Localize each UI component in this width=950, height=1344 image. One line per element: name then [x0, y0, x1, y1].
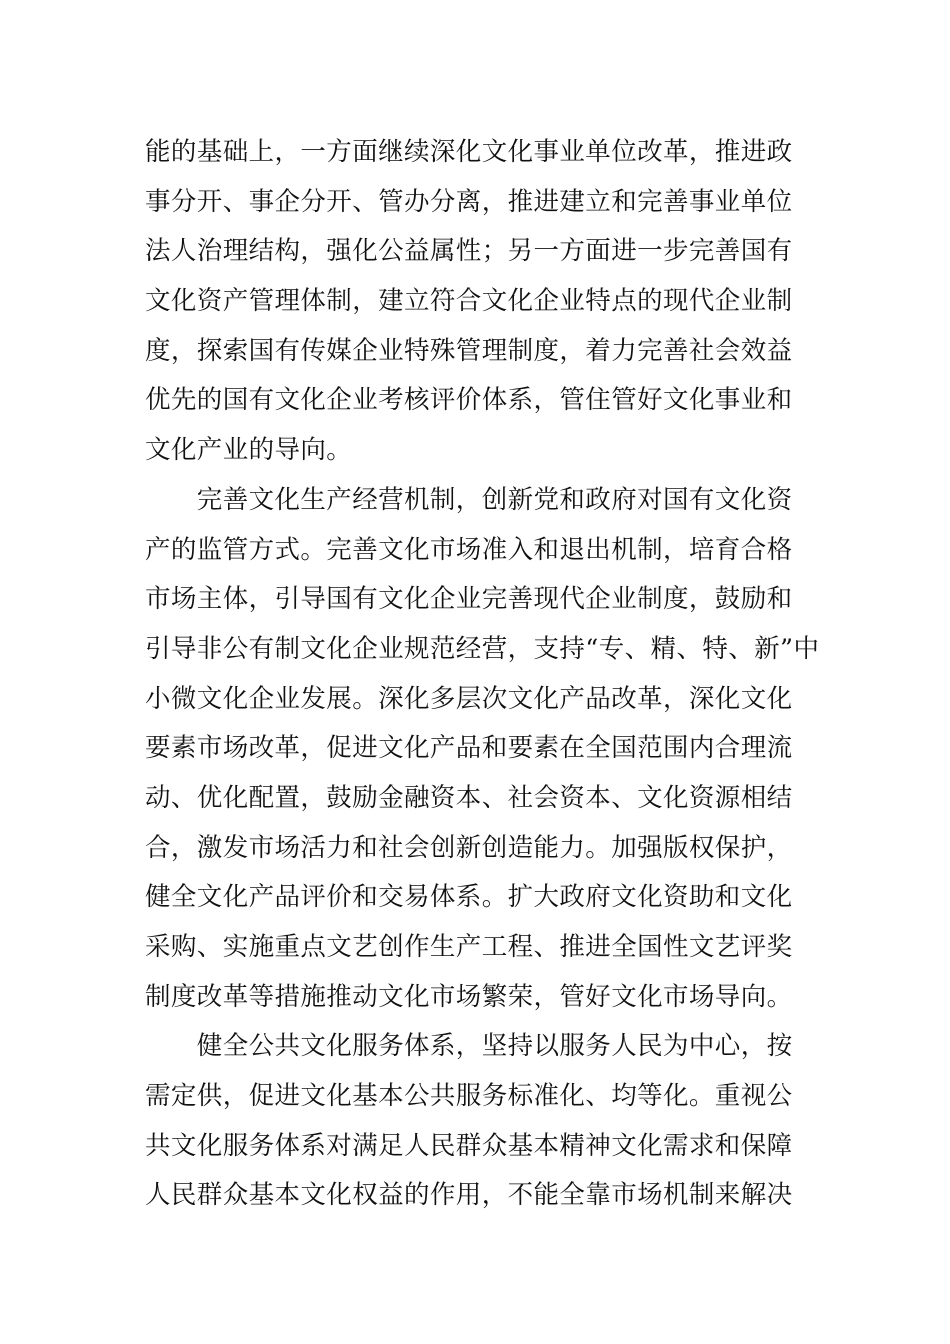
text-line: 人民群众基本文化权益的作用，不能全靠市场机制来解决: [145, 1180, 793, 1211]
text-line: 小微文化企业发展。深化多层次文化产品改革，深化文化: [145, 683, 793, 714]
text-line: 文化资产管理体制，建立符合文化企业特点的现代企业制: [145, 286, 793, 317]
text-line: 产的监管方式。完善文化市场准入和退出机制，培育合格: [145, 534, 793, 565]
text-line: 合，激发市场活力和社会创新创造能力。加强版权保护，: [145, 832, 793, 863]
text-line: 共文化服务体系对满足人民群众基本精神文化需求和保障: [145, 1130, 793, 1161]
text-line: 动、优化配置，鼓励金融资本、社会资本、文化资源相结: [145, 782, 793, 813]
text-line: 采购、实施重点文艺创作生产工程、推进全国性文艺评奖: [145, 932, 793, 962]
text-line: 能的基础上，一方面继续深化文化事业单位改革，推进政: [145, 137, 793, 167]
text-line: 制度改革等措施推动文化市场繁荣，管好文化市场导向。: [145, 981, 793, 1012]
paragraph-start-line: 完善文化生产经营机制，创新党和政府对国有文化资: [145, 484, 793, 515]
text-line: 健全文化产品评价和交易体系。扩大政府文化资助和文化: [145, 882, 793, 913]
text-line: 度，探索国有传媒企业特殊管理制度，着力完善社会效益: [145, 335, 793, 366]
text-line: 市场主体，引导国有文化企业完善现代企业制度，鼓励和: [145, 584, 793, 615]
paragraph-start-line: 健全公共文化服务体系，坚持以服务人民为中心，按: [145, 1031, 793, 1062]
text-line: 要素市场改革，促进文化产品和要素在全国范围内合理流: [145, 733, 793, 764]
text-line: 优先的国有文化企业考核评价体系，管住管好文化事业和: [145, 385, 793, 416]
text-line: 引导非公有制文化企业规范经营，支持“专、精、特、新”中: [145, 633, 820, 664]
text-line: 事分开、事企分开、管办分离，推进建立和完善事业单位: [145, 186, 793, 217]
body-text: [145, 128, 820, 1221]
text-line: 需定供，促进文化基本公共服务标准化、均等化。重视公: [145, 1081, 793, 1112]
text-line: 法人治理结构，强化公益属性；另一方面进一步完善国有: [145, 236, 793, 267]
text-line: 文化产业的导向。: [145, 435, 353, 466]
